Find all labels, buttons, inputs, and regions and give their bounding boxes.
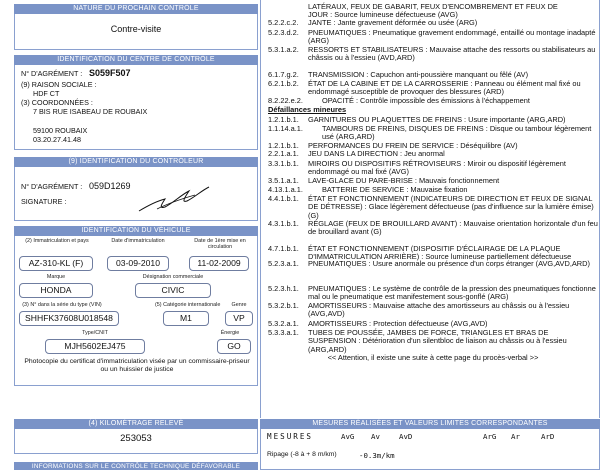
defect-text: RÉGLAGE (FEUX DE BROUILLARD AVANT) : Mauvaise orientation horizontale d'un feu de brouillard avant (G): [308, 219, 598, 237]
vehicule-note: Photocopie du certificat d'immatriculation visée par un commissaire-priseur ou un huissier de justice: [24, 358, 250, 373]
vin-label: (3) N° dans la série du type (VIN): [22, 302, 102, 308]
defect-code: 5.2.3.d.2.: [268, 28, 299, 37]
defect-row: [268, 329, 598, 354]
marque-label: Marque: [46, 274, 66, 280]
measure-column-avg: AvG: [341, 432, 355, 441]
info-bottom-title: INFORMATIONS SUR LE CONTRÔLE TECHNIQUE DÉFAVORABLE: [14, 462, 258, 470]
measures-label: MESURES: [267, 432, 314, 441]
defect-text: ÉTAT ET FONCTIONNEMENT (INDICATEURS DE DIRECTION ET FEUX DE SIGNAL DE DÉTRESSE) : Glace légèrement défectueuse (pas d'influence sur la lumière émise) (G): [308, 194, 594, 220]
defect-code: 3.5.1.a.1.: [268, 176, 299, 185]
date-first-field: 11-02-2009: [189, 256, 249, 271]
defect-code: 1.2.1.b.1.: [268, 141, 299, 150]
defect-code: 5.3.2.b.1.: [268, 301, 299, 310]
date-immat-field: 03-09-2010: [107, 256, 169, 271]
defect-row: [268, 354, 598, 364]
defect-row: [268, 19, 598, 27]
defect-text: PNEUMATIQUES : Le système de contrôle de la pression des pneumatiques fonctionne mal ou le pneumatique est manifestement sous-gonflé (ARG): [308, 284, 596, 302]
defect-text: JEU DANS LA DIRECTION : Jeu anormal: [308, 149, 445, 158]
categorie-field: M1: [163, 311, 209, 326]
centre-coord-label: (3) COORDONNÉES :: [21, 98, 93, 107]
centre-phone: 03.20.27.41.48: [33, 135, 81, 144]
date-immat-label: Date d'immatriculation: [111, 238, 165, 244]
designation-label: Désignation commerciale: [142, 274, 204, 280]
defect-text: TAMBOURS DE FREINS, DISQUES DE FREINS : Disque ou tambour légèrement usé (ARG,ARD): [322, 124, 592, 142]
defect-code: 2.2.1.a.1.: [268, 149, 299, 158]
defect-text: ÉTAT ET FONCTIONNEMENT (DISPOSITIF D'ÉCLAIRAGE DE LA PLAQUE D'IMMATRICULATION ARRIÈRE) : Source lumineuse partiellement défectueuse: [308, 244, 572, 262]
defect-text: PNEUMATIQUES : Usure anormale ou présence d'un corps étranger (AVG,AVD,ARD): [308, 259, 590, 268]
categorie-label: (5) Catégorie internationale: [155, 302, 221, 308]
defect-code: 3.3.1.b.1.: [268, 159, 299, 168]
defect-code: 8.2.22.e.2.: [268, 96, 303, 105]
signature-image: [135, 183, 215, 215]
defect-row: [268, 195, 598, 220]
defect-row: [268, 29, 598, 46]
vehicule-title: IDENTIFICATION DU VÉHICULE: [14, 226, 258, 236]
designation-field: CIVIC: [135, 283, 211, 298]
energie-field: GO: [217, 339, 251, 354]
measure-column-ard: ArD: [541, 432, 555, 441]
type-field: MJH5602EJ475: [45, 339, 145, 354]
defect-code: 4.13.1.a.1.: [268, 185, 303, 194]
defect-text: BATTERIE DE SERVICE : Mauvaise fixation: [322, 185, 468, 194]
control-nature-value: Contre-visite: [110, 24, 162, 34]
measure-column-arg: ArG: [483, 432, 497, 441]
genre-label: Genre: [231, 302, 247, 308]
defect-row: [268, 116, 598, 124]
defect-row: [268, 160, 598, 177]
defect-row: [268, 150, 598, 158]
measure-column-av: Av: [371, 432, 380, 441]
defect-row: [268, 302, 598, 319]
controleur-agrement-label: N° D'AGRÉMENT :: [21, 182, 83, 191]
controleur-agrement-value: 059D1269: [89, 181, 131, 191]
defect-text: PNEUMATIQUES : Pneumatique gravement endommagé, entaillé ou montage inadapté (ARG): [308, 28, 596, 46]
defect-text: AMORTISSEURS : Mauvaise attache des amortisseurs au châssis ou à l'essieu (AVG,AVD): [308, 301, 570, 319]
vehicule-box: [14, 236, 258, 386]
km-value: 253053: [120, 433, 152, 444]
centre-raison-label: (9) RAISON SOCIALE :: [21, 80, 97, 89]
defect-row: [268, 320, 598, 328]
defect-text: OPACITÉ : Contrôle impossible des émissions à l'échappement: [322, 96, 530, 105]
defect-code: 6.1.7.g.2.: [268, 70, 299, 79]
immat-label: (2) Immatriculation et pays: [25, 238, 89, 244]
measures-box: [260, 429, 600, 470]
ripage-value: -0.3m/km: [359, 451, 395, 460]
defect-code: 4.7.1.b.1.: [268, 244, 299, 253]
defect-text: JANTE : Jante gravement déformée ou usée (ARG): [308, 18, 478, 27]
immat-field: AZ-310-KL (F): [19, 256, 93, 271]
km-box: [14, 429, 258, 454]
centre-title: IDENTIFICATION DU CENTRE DE CONTRÔLE: [14, 55, 258, 65]
defect-row: [268, 125, 598, 142]
defect-text: AMORTISSEURS : Protection défectueuse (AVG,AVD): [308, 319, 488, 328]
defect-row: [268, 80, 598, 97]
defect-row: [268, 71, 598, 79]
ripage-label: Ripage (-8 à + 8 m/km): [267, 451, 337, 458]
defect-text: TUBES DE POUSSÉE, JAMBES DE FORCE, TRIANGLES ET BRAS DE SUSPENSION : Détérioration d'un silentbloc de liaison au châssis ou à l'essieu (ARG,ARD): [308, 328, 567, 354]
defect-text: GARNITURES OU PLAQUETTES DE FREINS : Usure importante (ARG,ARD): [308, 115, 566, 124]
defect-row: [268, 46, 598, 71]
defect-text: << Attention, il existe une suite à cette page du procès-verbal >>: [327, 353, 539, 362]
defect-row: [268, 177, 598, 185]
defect-row: [268, 97, 598, 105]
defect-code: 1.1.14.a.1.: [268, 124, 303, 133]
defect-code: 1.2.1.b.1.: [268, 115, 299, 124]
defect-row: [268, 220, 598, 237]
control-nature-title: NATURE DU PROCHAIN CONTRÔLE: [14, 4, 258, 14]
energie-label: Énergie: [220, 330, 240, 336]
control-nature-box: [14, 14, 258, 50]
centre-box: [14, 65, 258, 150]
defect-code: 5.3.1.a.2.: [268, 45, 299, 54]
genre-field: VP: [225, 311, 253, 326]
defect-code: 5.2.3.a.1.: [268, 259, 299, 268]
vin-field: SHHFK37608U018548: [19, 311, 119, 326]
defect-code: 6.2.1.b.2.: [268, 79, 299, 88]
defect-code: 5.2.3.h.1.: [268, 284, 299, 293]
centre-raison-value: HDF CT: [33, 89, 60, 98]
defect-text: LATÉRAUX, FEUX DE GABARIT, FEUX D'ENCOMBREMENT ET FEUX DE: [308, 2, 558, 11]
defect-text: TRANSMISSION : Capuchon anti-poussière manquant ou fêlé (AV): [308, 70, 529, 79]
km-title: (4) KILOMÉTRAGE RELEVÉ: [14, 419, 258, 429]
controleur-title: (9) IDENTIFICATION DU CONTRÔLEUR: [14, 157, 258, 167]
measure-column-avd: AvD: [399, 432, 413, 441]
defect-code: 4.3.1.b.1.: [268, 219, 299, 228]
centre-address-line1: 7 BIS RUE ISABEAU DE ROUBAIX: [33, 107, 148, 116]
defect-text: MIROIRS OU DISPOSITIFS RÉTROVISEURS : Miroir ou dispositif légèrement endommagé ou mal fixé (AVG): [308, 159, 566, 177]
controleur-box: [14, 167, 258, 221]
marque-field: HONDA: [19, 283, 93, 298]
defect-text: RESSORTS ET STABILISATEURS : Mauvaise attache des ressorts ou stabilisateurs au châssis ou à l'essieu (AVD,ARD): [308, 45, 596, 63]
defect-code: 4.4.1.b.1.: [268, 194, 299, 203]
defect-row: [268, 186, 598, 194]
defect-code: 5.3.2.a.1.: [268, 319, 299, 328]
defect-code: 5.2.2.c.2.: [268, 18, 299, 27]
defect-code: 5.3.3.a.1.: [268, 328, 299, 337]
controleur-signature-label: SIGNATURE :: [21, 197, 67, 206]
centre-address-line2: 59100 ROUBAIX: [33, 126, 88, 135]
defect-row: [268, 260, 598, 277]
date-first-label: Date de 1ère mise en circulation: [194, 238, 246, 250]
centre-agrement-label: N° D'AGRÉMENT :: [21, 69, 83, 78]
defect-text: Défaillances mineures: [268, 105, 347, 114]
defect-text: JOUR : Source lumineuse défectueuse (AVG): [308, 10, 458, 19]
defect-text: PERFORMANCES DU FREIN DE SERVICE : Déséquilibre (AV): [308, 141, 518, 150]
centre-agrement-value: S059F507: [89, 68, 131, 78]
defect-text: ÉTAT DE LA CABINE ET DE LA CARROSSERIE : Panneau ou élément mal fixé ou endommagé susceptible de provoquer des blessures (ARD): [308, 79, 581, 97]
measures-title: MESURES RÉALISÉES ET VALEURS LIMITES CORRESPONDANTES: [260, 419, 600, 429]
defect-text: LAVE-GLACE DU PARE-BRISE : Mauvais fonctionnement: [308, 176, 500, 185]
measure-column-ar: Ar: [511, 432, 520, 441]
type-label: Type/CNIT: [82, 330, 108, 336]
defects-heading: [268, 106, 598, 114]
